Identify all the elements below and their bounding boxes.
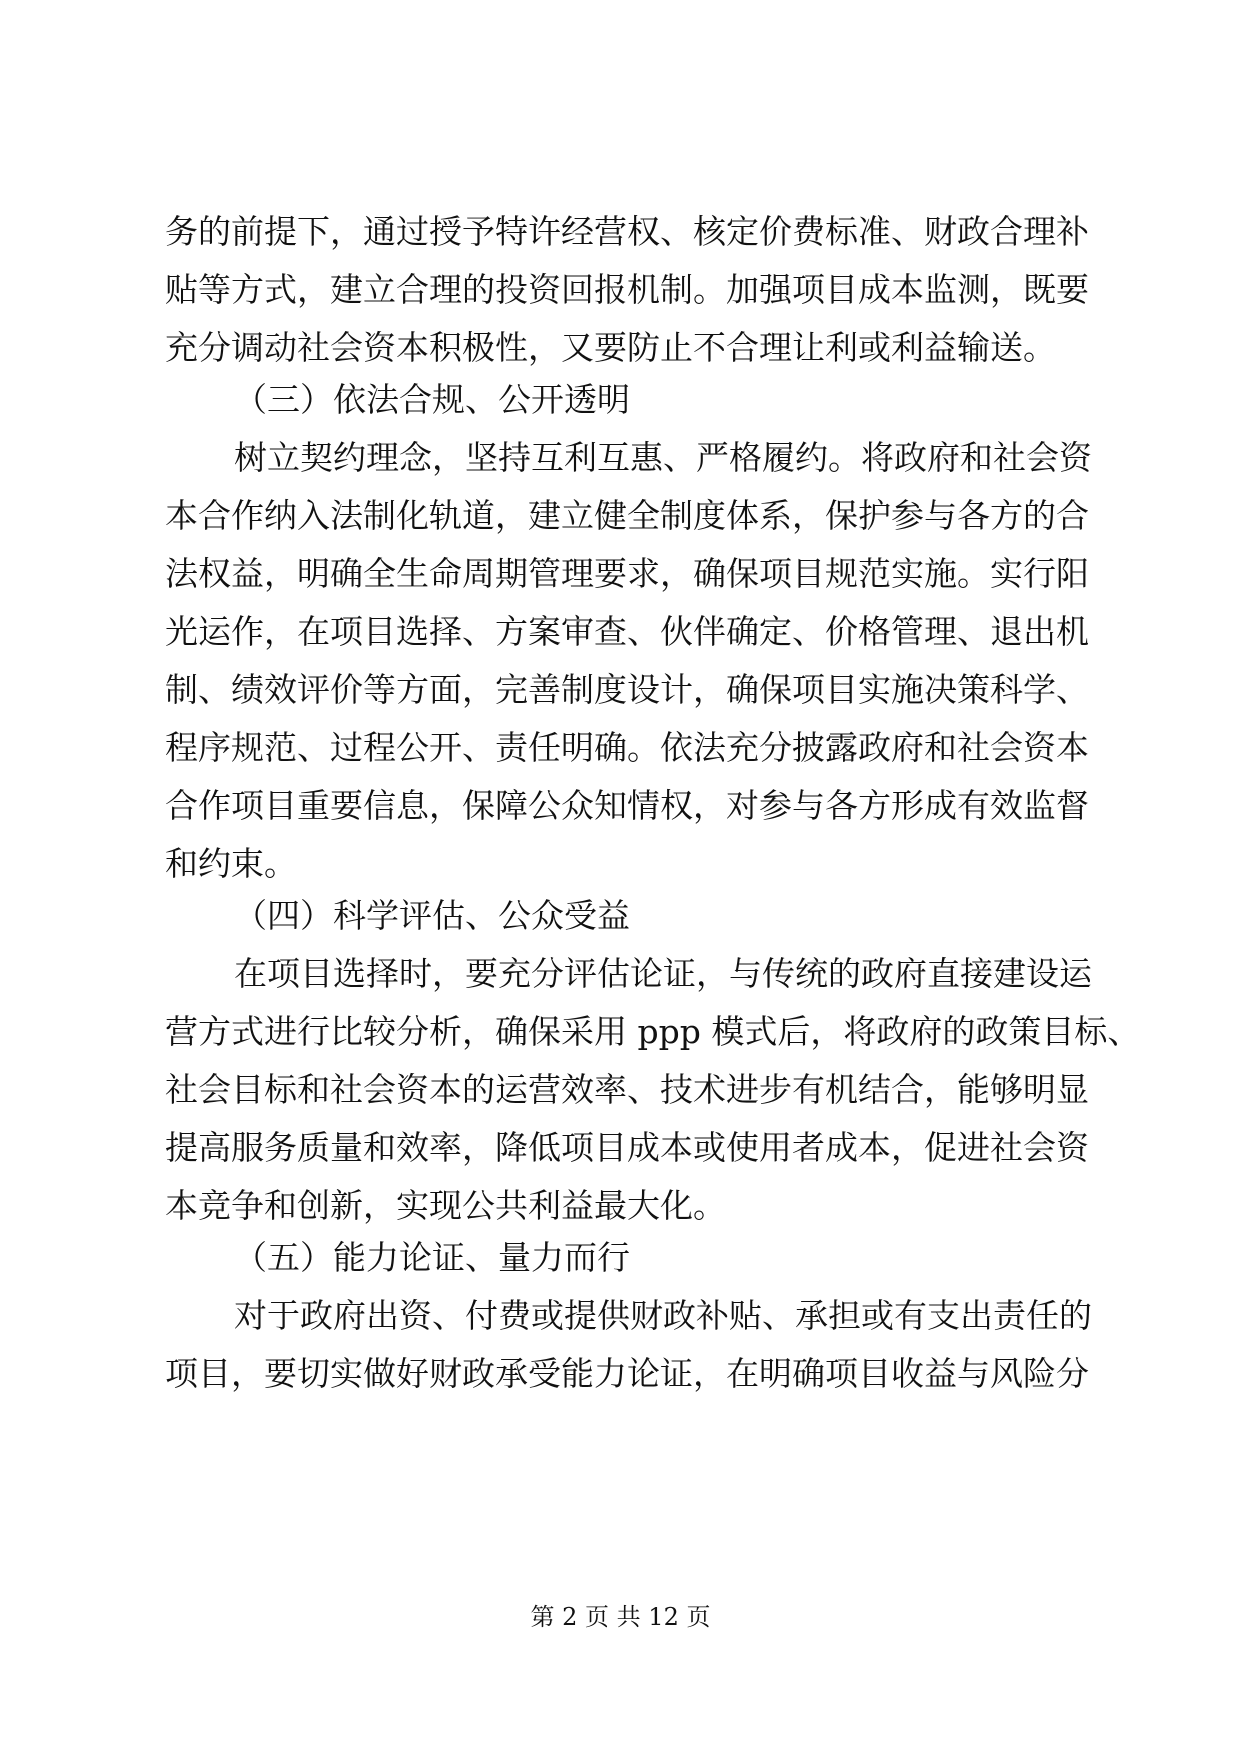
body-line: 制、绩效评价等方面，完善制度设计，确保项目实施决策科学、 (165, 670, 1089, 709)
section-heading: （五）能力论证、量力而行 (234, 1238, 630, 1277)
body-line: 项目，要切实做好财政承受能力论证，在明确项目收益与风险分 (165, 1354, 1089, 1393)
body-line: 和约束。 (165, 844, 297, 883)
body-line: 贴等方式，建立合理的投资回报机制。加强项目成本监测，既要 (165, 270, 1089, 309)
body-line: 充分调动社会资本积极性，又要防止不合理让利或利益输送。 (165, 328, 1056, 367)
body-line: 对于政府出资、付费或提供财政补贴、承担或有支出责任的 (234, 1296, 1092, 1335)
body-line: 法权益，明确全生命周期管理要求，确保项目规范实施。实行阳 (165, 554, 1089, 593)
body-line: 树立契约理念，坚持互利互惠、严格履约。将政府和社会资 (234, 438, 1092, 477)
section-heading: （三）依法合规、公开透明 (234, 380, 630, 419)
body-line: 提高服务质量和效率，降低项目成本或使用者成本，促进社会资 (165, 1128, 1089, 1167)
body-line: 程序规范、过程公开、责任明确。依法充分披露政府和社会资本 (165, 728, 1089, 767)
body-line: 在项目选择时，要充分评估论证，与传统的政府直接建设运 (234, 954, 1092, 993)
body-line: 本竞争和创新，实现公共利益最大化。 (165, 1186, 726, 1225)
body-line: 营方式进行比较分析，确保采用 ppp 模式后，将政府的政策目标、 (165, 1012, 1141, 1051)
section-heading: （四）科学评估、公众受益 (234, 896, 630, 935)
page-footer: 第 2 页 共 12 页 (530, 1603, 711, 1631)
body-line: 合作项目重要信息，保障公众知情权，对参与各方形成有效监督 (165, 786, 1089, 825)
body-line: 本合作纳入法制化轨道，建立健全制度体系，保护参与各方的合 (165, 496, 1089, 535)
body-line: 务的前提下，通过授予特许经营权、核定价费标准、财政合理补 (165, 212, 1089, 251)
body-line: 光运作，在项目选择、方案审查、伙伴确定、价格管理、退出机 (165, 612, 1089, 651)
body-line: 社会目标和社会资本的运营效率、技术进步有机结合，能够明显 (165, 1070, 1089, 1109)
